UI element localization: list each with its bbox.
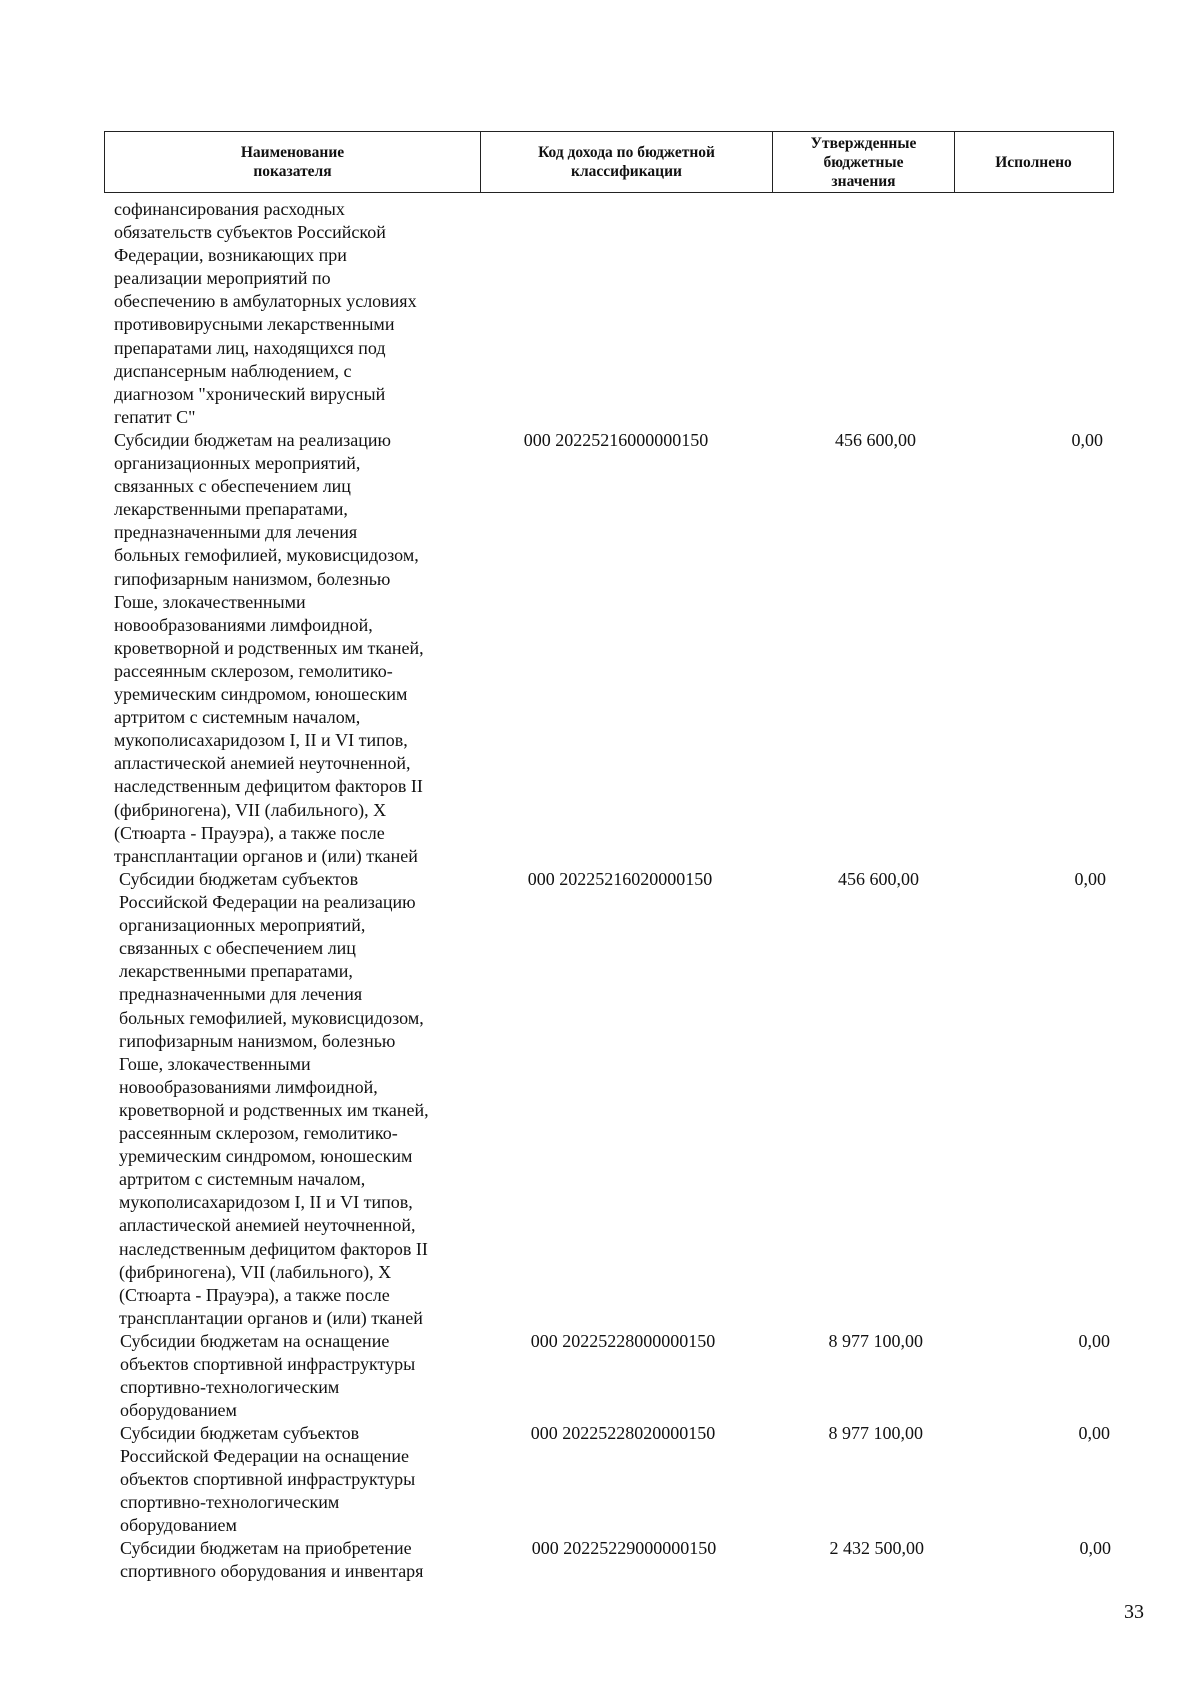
row-code: 000 20225228020000150 bbox=[530, 1423, 716, 1443]
row-approved: 456 600,00 bbox=[838, 869, 919, 889]
row-done: 0,00 bbox=[1078, 1331, 1110, 1351]
row-approved: 2 432 500,00 bbox=[829, 1538, 924, 1558]
page-number: 33 bbox=[1124, 1601, 1144, 1623]
row-name: Субсидии бюджетам на реализацию организационных мероприятий, связанных с обеспечением лиц лекарственными препаратами, предназначенными для лечения больных гемофилией, муковисцидозом, гипофизарным нанизмом, болезнью Гоше, злокачественными новообразованиями лимфоидной, кроветворной и родственных им тканей, рассеянным склерозом, гемолитико- уремическим синдромом, юношеским артритом с системным началом, мукополисахаридозом I, II и VI типов, апластической анемией неуточненной, наследственным дефицитом факторов II (фибриногена), VII (лабильного), X (Стюарта - Прауэра), а также после трансплантации органов и (или) тканей bbox=[114, 430, 424, 866]
header-code: Код дохода по бюджетной классификации bbox=[481, 132, 773, 192]
row-code: 000 20225229000000150 bbox=[531, 1538, 717, 1558]
row-code: 000 20225216000000150 bbox=[523, 430, 709, 450]
header-name: Наименование показателя bbox=[105, 132, 481, 192]
header-done: Исполнено bbox=[995, 153, 1072, 171]
row-code: 000 20225228000000150 bbox=[530, 1331, 716, 1351]
row-done: 0,00 bbox=[1079, 1538, 1111, 1558]
table-header bbox=[104, 131, 1114, 193]
row-approved: 8 977 100,00 bbox=[828, 1331, 923, 1351]
row-name: Субсидии бюджетам на приобретение спортивного оборудования и инвентаря bbox=[120, 1538, 424, 1582]
row-approved: 456 600,00 bbox=[835, 430, 916, 450]
row-name: Субсидии бюджетам субъектов Российской Федерации на оснащение объектов спортивной инфраструктуры спортивно-технологическим оборудованием bbox=[120, 1423, 416, 1536]
row-approved: 8 977 100,00 bbox=[828, 1423, 923, 1443]
row-code: 000 20225216020000150 bbox=[527, 869, 713, 889]
row-done: 0,00 bbox=[1078, 1423, 1110, 1443]
row-name: Субсидии бюджетам на оснащение объектов спортивной инфраструктуры спортивно-технологическим оборудованием bbox=[120, 1331, 416, 1421]
row-done: 0,00 bbox=[1071, 430, 1103, 450]
header-approved: Утвержденные бюджетные значения bbox=[773, 132, 955, 192]
row-name: Субсидии бюджетам субъектов Российской Федерации на реализацию организационных мероприятий, связанных с обеспечением лиц лекарственными препаратами, предназначенными для лечения больных гемофилией, муковисцидозом, гипофизарным нанизмом, болезнью Гоше, злокачественными новообразованиями лимфоидной, кроветворной и родственных им тканей, рассеянным склерозом, гемолитико- уремическим синдромом, юношеским артритом с системным началом, мукополисахаридозом I, II и VI типов, апластической анемией неуточненной, наследственным дефицитом факторов II (фибриногена), VII (лабильного), X (Стюарта - Прауэра), а также после трансплантации органов и (или) тканей bbox=[119, 869, 429, 1328]
row-name: софинансирования расходных обязательств субъектов Российской Федерации, возникающих при реализации мероприятий по обеспечению в амбулаторных условиях противовирусными лекарственными препаратами лиц, находящихся под диспансерным наблюдением, с диагнозом "хронический вирусный гепатит С" bbox=[114, 199, 417, 427]
row-done: 0,00 bbox=[1074, 869, 1106, 889]
